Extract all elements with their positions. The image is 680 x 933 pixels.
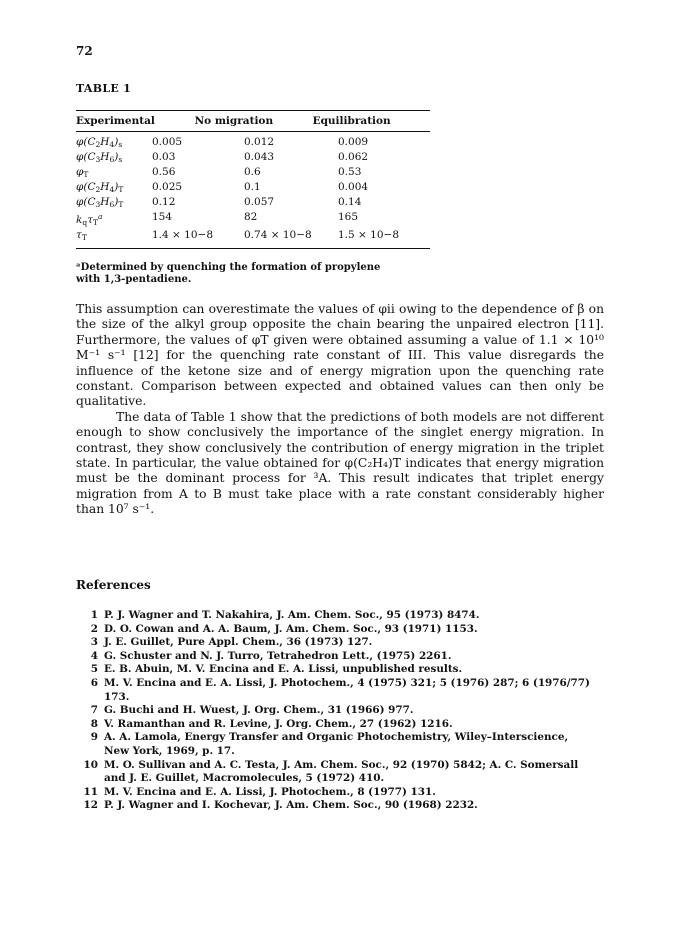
table-row [76,181,430,196]
table-row [76,136,430,151]
table-cell: 0.6 [244,166,261,178]
symbol-part: φ [76,166,84,178]
symbol-part: T [93,218,99,227]
symbol-part: T [81,233,87,242]
symbol-part: φ(C [76,136,96,148]
reference-item [76,704,596,718]
reference-item [76,663,596,677]
reference-item [76,636,596,650]
symbol-part: a [98,212,103,221]
table-title: TABLE 1 [76,82,132,95]
references-list [76,609,596,813]
symbol-part: H [100,181,110,193]
reference-text: M. V. Encina and E. A. Lissi, J. Photochem., 8 (1977) 131. [104,785,436,798]
reference-item [76,718,596,732]
symbol-part: ) [114,196,119,208]
table-header-experimental: Experimental [76,115,155,127]
reference-number: 11 [83,785,98,798]
symbol-part: s [118,155,123,164]
table-cell: 0.043 [244,151,275,163]
symbol-part: H [100,136,110,148]
symbol-part: φ(C [76,151,96,163]
table-row [76,211,430,229]
symbol-part: 2 [95,140,101,149]
reference-text: P. J. Wagner and I. Kochevar, J. Am. Chem. Soc., 90 (1968) 2232. [104,799,478,812]
reference-number: 2 [90,622,98,635]
reference-number: 5 [90,663,98,676]
reference-number: 4 [90,649,98,662]
symbol-part: k [76,214,83,226]
table-cell: 0.005 [152,136,183,148]
reference-item [76,677,596,704]
table-header-equilibration: Equilibration [312,115,391,127]
reference-number: 8 [90,717,98,730]
symbol-part: q [82,218,88,227]
table-cell: 0.56 [152,166,176,178]
reference-text: J. E. Guillet, Pure Appl. Chem., 36 (1973) 127. [104,636,373,649]
row-symbol [76,229,152,244]
reference-item [76,799,596,813]
table-cell: 0.062 [338,151,369,163]
references-heading: References [76,578,151,592]
reference-number: 1 [90,609,98,621]
table-cell: 0.74 × 10−8 [244,229,312,241]
body-text [76,302,604,518]
symbol-part: H [100,151,110,163]
reference-item [76,786,596,800]
symbol-part: 2 [95,185,101,194]
symbol-part: T [118,185,124,194]
row-symbol [76,196,152,211]
symbol-part: 4 [109,140,115,149]
reference-text: A. A. Lamola, Energy Transfer and Organic Photochemistry, Wiley–Interscience, New York, 1969, p. 17. [104,731,569,757]
table-header-row [76,111,430,131]
symbol-part: T [83,170,89,179]
table-cell: 165 [338,211,359,223]
reference-text: D. O. Cowan and A. A. Baum, J. Am. Chem. Soc., 93 (1971) 1153. [104,622,478,635]
table-row [76,151,430,166]
symbol-part: ) [114,181,119,193]
reference-text: P. J. Wagner and T. Nakahira, J. Am. Chem. Soc., 95 (1973) 8474. [104,609,480,621]
symbol-part: 3 [95,200,101,209]
reference-number: 3 [90,636,98,649]
data-table [76,110,430,249]
reference-text: G. Schuster and N. J. Turro, Tetrahedron Lett., (1975) 2261. [104,649,452,662]
reference-text: M. O. Sullivan and A. C. Testa, J. Am. Chem. Soc., 92 (1970) 5842; A. C. Somersall and J. E. Guillet, Macromolecules, 5 (1972) 410. [104,758,579,785]
reference-text: G. Buchi and H. Wuest, J. Org. Chem., 31 (1966) 977. [104,704,414,717]
reference-item [76,731,596,758]
table-cell: 1.5 × 10−8 [338,229,400,241]
table-cell: 0.1 [244,181,261,193]
table-header-rule [76,131,430,132]
reference-number: 6 [90,676,98,689]
reference-item [76,623,596,637]
symbol-part: 6 [109,155,115,164]
table-row [76,166,430,181]
table-cell: 0.004 [338,181,369,193]
table-footnote: ᵃDetermined by quenching the formation of propylene with 1,3-pentadiene. [76,262,381,285]
reference-item [76,759,596,786]
table-row [76,229,430,244]
reference-text: V. Ramanthan and R. Levine, J. Org. Chem., 27 (1962) 1216. [104,717,453,730]
symbol-part: φ(C [76,196,96,208]
table-bottom-rule [76,248,430,249]
table-cell: 0.009 [338,136,369,148]
symbol-part: s [118,140,123,149]
table-cell: 0.03 [152,151,176,163]
symbol-part: φ(C [76,181,96,193]
table-cell: 154 [152,211,173,223]
table-cell: 1.4 × 10−8 [152,229,214,241]
table-cell: 0.12 [152,196,176,208]
table-row [76,196,430,211]
symbol-part: 6 [109,200,115,209]
reference-number: 9 [90,731,98,744]
reference-number: 10 [83,758,98,771]
row-symbol [76,151,152,166]
table-cell: 0.025 [152,181,183,193]
symbol-part: τ [87,214,93,226]
paragraph-1: This assumption can overestimate the values of φii owing to the dependence of β on the size of the alkyl group opposite the chain bearing the unpaired electron [11]. Furthermore, the values of φT given were obtained assuming a value of 1.1 × 10¹⁰ M⁻¹ s⁻¹ [12] for the quenching rate constant of III. This value disregards the influence of the ketone size and of energy migration upon the quenching rate constant. Comparison between expected and obtained values can then only be qualitative. [76,302,604,409]
row-symbol [76,211,152,229]
table-cell: 82 [244,211,258,223]
symbol-part: 3 [95,155,101,164]
table-body [76,136,430,244]
table-header-no-migration: No migration [194,115,274,127]
reference-number: 12 [83,799,98,812]
row-symbol [76,181,152,196]
reference-text: E. B. Abuin, M. V. Encina and E. A. Lissi, unpublished results. [104,663,463,676]
reference-item [76,609,596,623]
symbol-part: T [118,200,124,209]
row-symbol [76,136,152,151]
row-symbol [76,166,152,181]
paragraph-2: The data of Table 1 show that the predictions of both models are not different enough to show conclusively the importance of the singlet energy migration. In contrast, they show conclusively the contribution of energy migration in the triplet state. In particular, the value obtained for φ(C₂H₄)T indicates that energy migration must be the dominant process for ³A. This result indicates that triplet energy migration from A to B must take place with a rate constant considerably higher than 10⁷ s⁻¹. [76,409,604,517]
symbol-part: H [100,196,110,208]
reference-item [76,650,596,664]
symbol-part: τ [76,229,82,241]
table-cell: 0.14 [338,196,362,208]
reference-number: 7 [90,704,98,717]
page-number: 72 [76,44,93,58]
table-cell: 0.012 [244,136,275,148]
table-cell: 0.53 [338,166,362,178]
reference-text: M. V. Encina and E. A. Lissi, J. Photochem., 4 (1975) 321; 5 (1976) 287; 6 (1976/77) 173. [104,676,590,703]
symbol-part: ) [114,151,119,163]
symbol-part: 4 [109,185,115,194]
table-cell: 0.057 [244,196,275,208]
symbol-part: ) [114,136,119,148]
